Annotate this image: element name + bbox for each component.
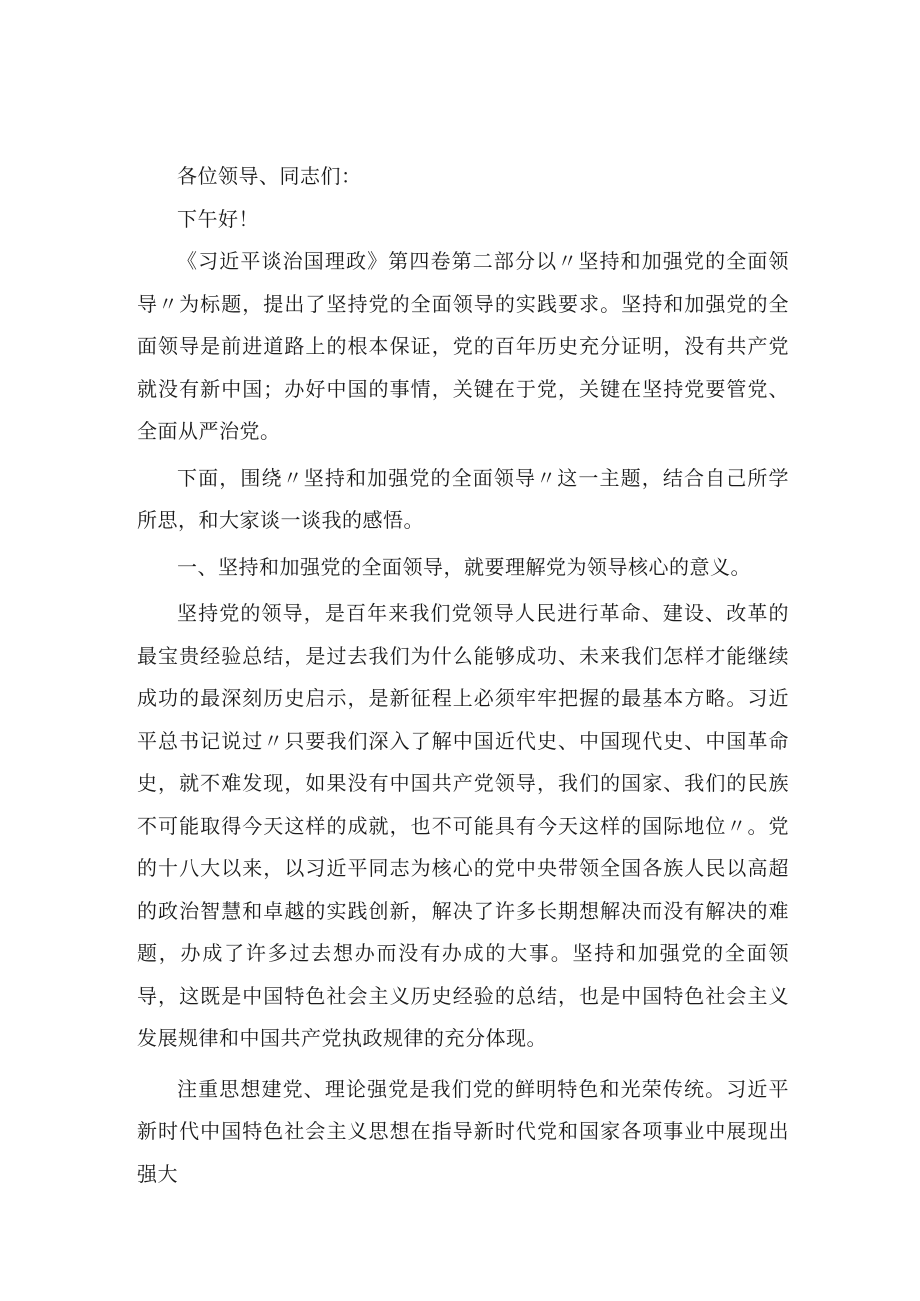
intro-paragraph: 《习近平谈治国理政》第四卷第二部分以〃坚持和加强党的全面领导〃为标题，提出了坚持党的全面领导的实践要求。坚持和加强党的全面领导是前进道路上的根本保证，党的百年历史充分证明，没有共产党就没有新中国；办好中国的事情，关键在于党，关键在坚持党要管党、全面从严治党。 xyxy=(137,249,789,443)
salutation: 各位领导、同志们： xyxy=(177,164,362,188)
greeting: 下午好！ xyxy=(177,206,259,231)
document-body xyxy=(137,155,789,1195)
body-paragraph-1: 坚持党的领导，是百年来我们党领导人民进行革命、建设、改革的最宝贵经验总结，是过去我们为什么能够成功、未来我们怎样才能继续成功的最深刻历史启示，是新征程上必须牢牢把握的最基本方略。习近平总书记说过〃只要我们深入了解中国近代史、中国现代史、中国革命史，就不难发现，如果没有中国共产党领导，我们的国家、我们的民族不可能取得今天这样的成就，也不可能具有今天这样的国际地位〃。党的十八大以来，以习近平同志为核心的党中央带领全国各族人民以高超的政治智慧和卓越的实践创新，解决了许多长期想解决而没有解决的难题，办成了许多过去想办而没有办成的大事。坚持和加强党的全面领导，这既是中国特色社会主义历史经验的总结，也是中国特色社会主义发展规律和中国共产党执政规律的充分体现。 xyxy=(137,601,789,1050)
section-heading-1: 一、坚持和加强党的全面领导，就要理解党为领导核心的意义。 xyxy=(177,554,751,579)
body-paragraph-2: 注重思想建党、理论强党是我们党的鲜明特色和光荣传统。习近平新时代中国特色社会主义思想在指导新时代党和国家各项事业中展现出强大 xyxy=(137,1076,789,1186)
topic-paragraph: 下面，围绕〃坚持和加强党的全面领导〃这一主题，结合自己所学所思，和大家谈一谈我的感悟。 xyxy=(137,465,789,532)
